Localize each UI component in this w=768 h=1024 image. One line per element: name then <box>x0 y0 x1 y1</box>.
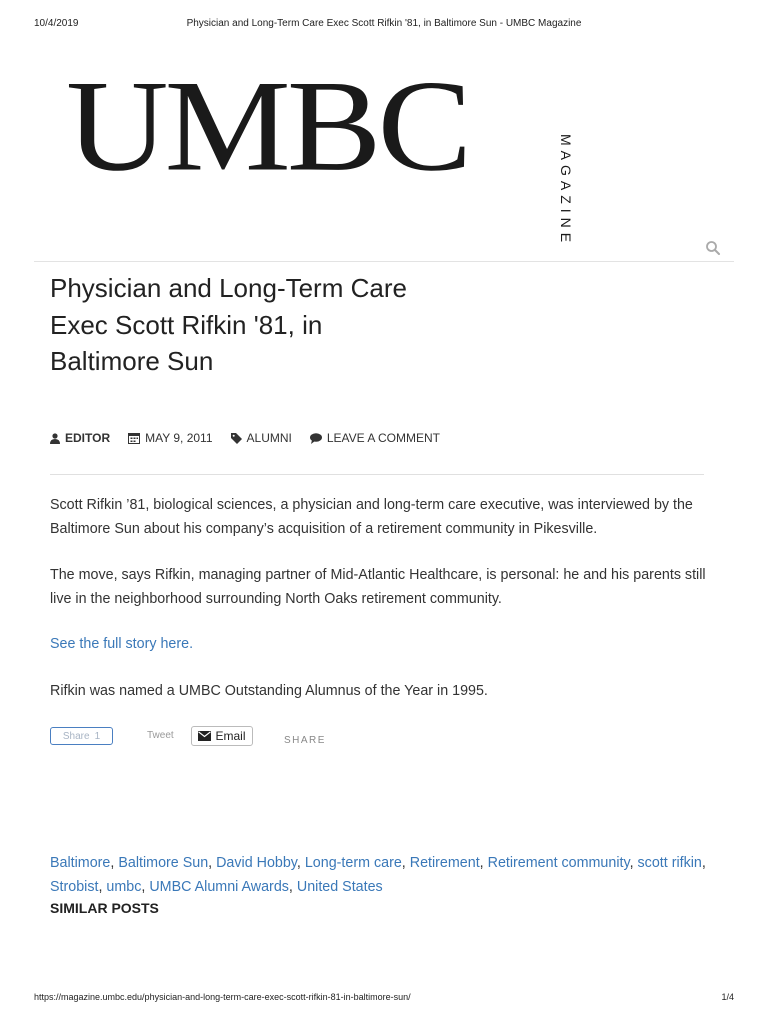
tweet-button[interactable]: Tweet <box>147 730 174 741</box>
tag-link[interactable]: scott rifkin <box>637 855 702 871</box>
facebook-share-label: Share <box>62 730 90 742</box>
tag-link[interactable]: UMBC Alumni Awards <box>149 879 289 895</box>
tag-link[interactable]: Long-term care <box>304 855 402 871</box>
tag-link[interactable]: Retirement community <box>487 855 630 871</box>
meta-author[interactable] <box>50 431 110 445</box>
comment-icon <box>310 433 322 444</box>
print-date: 10/4/2019 <box>34 18 79 29</box>
tag-link[interactable]: United States <box>296 879 383 895</box>
email-share-label: Email <box>215 729 246 743</box>
meta-divider <box>50 474 704 475</box>
page-title: Physician and Long-Term Care Exec Scott Rifkin '81, in Baltimore Sun <box>50 273 407 376</box>
full-story-paragraph <box>50 633 710 657</box>
tag-link[interactable]: Strobist <box>50 879 99 895</box>
share-label: SHARE <box>284 735 326 746</box>
tag-link[interactable]: David Hobby <box>216 855 297 871</box>
logo-subtitle: MAGAZINE <box>558 134 574 248</box>
tag-link[interactable]: Retirement <box>409 855 480 871</box>
full-story-link[interactable]: See the full story here. <box>50 636 194 652</box>
meta-category-label: ALUMNI <box>246 431 292 445</box>
meta-category[interactable] <box>231 431 292 445</box>
print-page-number: 1/4 <box>721 992 734 1002</box>
print-footer <box>0 992 768 1006</box>
tag-link[interactable]: Baltimore <box>50 855 111 871</box>
umbc-magazine-logo[interactable] <box>66 52 574 248</box>
logo-wordmark: UMBC <box>66 52 469 198</box>
print-doc-title: Physician and Long-Term Care Exec Scott Rifkin '81, in Baltimore Sun - UMBC Magazine <box>186 18 582 29</box>
calendar-icon <box>128 432 140 444</box>
meta-comment[interactable] <box>310 431 440 445</box>
user-icon <box>50 433 60 444</box>
tag-link[interactable]: umbc <box>106 879 142 895</box>
search-icon[interactable] <box>705 240 721 256</box>
tag-link[interactable]: Baltimore Sun <box>118 855 209 871</box>
tag-icon <box>231 433 242 444</box>
meta-date-label: MAY 9, 2011 <box>145 431 213 445</box>
post-meta <box>50 430 458 446</box>
article-paragraph: Scott Rifkin ’81, biological sciences, a physician and long-term care executive, was interviewed by the Baltimore Sun about his company’s acquisition of a retirement community in Pikesville. <box>50 497 693 537</box>
facebook-share-button[interactable] <box>50 727 113 745</box>
meta-comment-label: LEAVE A COMMENT <box>326 431 440 445</box>
print-url: https://magazine.umbc.edu/physician-and-long-term-care-exec-scott-rifkin-81-in-baltimore-sun/ <box>34 992 411 1002</box>
meta-author-label: EDITOR <box>65 431 111 445</box>
share-bar <box>50 727 450 749</box>
tag-list: Baltimore, Baltimore Sun, David Hobby, Long-term care, Retirement, Retirement community, scott rifkin, Strobist, umbc, UMBC Alumni Awards, United States <box>50 855 706 895</box>
similar-posts-heading: SIMILAR POSTS <box>50 900 159 916</box>
nav-divider <box>34 261 734 262</box>
meta-date <box>128 431 212 445</box>
envelope-icon <box>198 731 211 741</box>
print-header <box>0 18 768 32</box>
email-share-button[interactable] <box>191 726 253 746</box>
article-paragraph: The move, says Rifkin, managing partner of Mid-Atlantic Healthcare, is personal: he and his parents still live in the neighborhood surrounding North Oaks retirement community. <box>50 567 706 607</box>
article-closing: Rifkin was named a UMBC Outstanding Alumnus of the Year in 1995. <box>50 683 488 699</box>
facebook-share-count: 1 <box>94 730 101 742</box>
